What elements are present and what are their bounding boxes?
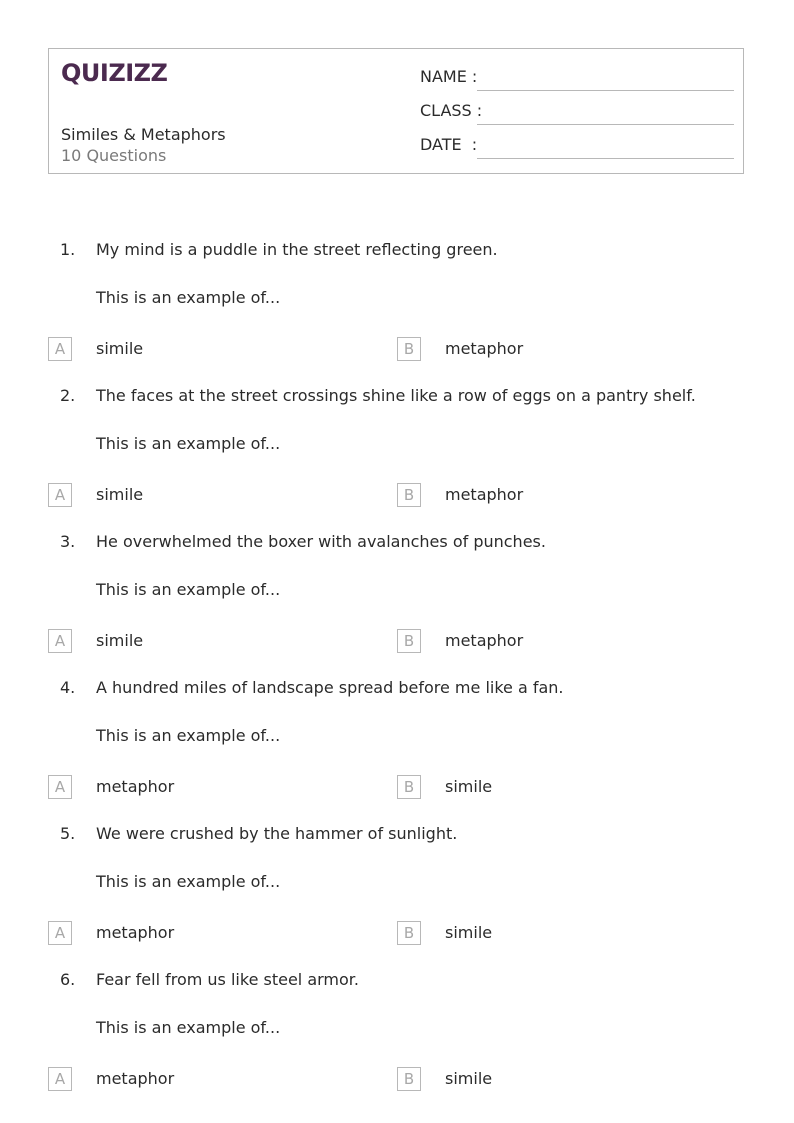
date-label: DATE : [420, 135, 478, 154]
question-3 [0, 520, 794, 666]
question-text: My mind is a puddle in the street reflecting green. [96, 240, 498, 259]
name-line [477, 90, 734, 91]
question-count: 10 Questions [61, 146, 167, 165]
class-line [477, 124, 734, 125]
option-a-box[interactable]: A [48, 921, 72, 945]
option-b-text: simile [445, 1069, 493, 1088]
date-line [477, 158, 734, 159]
option-a-text: simile [96, 339, 144, 358]
option-b-text: simile [445, 923, 493, 942]
worksheet-title: Similes & Metaphors [61, 125, 226, 144]
option-a-text: metaphor [96, 1069, 175, 1088]
option-b-box[interactable]: B [397, 1067, 421, 1091]
worksheet-header [48, 48, 744, 174]
class-label: CLASS : [420, 101, 483, 120]
question-prompt: This is an example of... [96, 726, 281, 745]
question-1 [0, 228, 794, 374]
question-number: 3. [60, 532, 76, 551]
question-prompt: This is an example of... [96, 288, 281, 307]
quizizz-logo: QUIZIZZ [61, 59, 168, 87]
option-b-box[interactable]: B [397, 337, 421, 361]
question-number: 2. [60, 386, 76, 405]
question-2 [0, 374, 794, 520]
question-number: 4. [60, 678, 76, 697]
question-text: A hundred miles of landscape spread before me like a fan. [96, 678, 564, 697]
question-text: We were crushed by the hammer of sunlight. [96, 824, 458, 843]
option-b-text: simile [445, 777, 493, 796]
option-b-text: metaphor [445, 631, 524, 650]
question-5 [0, 812, 794, 958]
option-a-box[interactable]: A [48, 775, 72, 799]
class-field [420, 99, 734, 125]
date-field [420, 133, 734, 159]
question-text: Fear fell from us like steel armor. [96, 970, 359, 989]
option-a-box[interactable]: A [48, 629, 72, 653]
name-field [420, 65, 734, 91]
question-prompt: This is an example of... [96, 434, 281, 453]
option-b-text: metaphor [445, 339, 524, 358]
option-b-box[interactable]: B [397, 921, 421, 945]
option-b-text: metaphor [445, 485, 524, 504]
question-prompt: This is an example of... [96, 872, 281, 891]
option-b-box[interactable]: B [397, 629, 421, 653]
question-number: 5. [60, 824, 76, 843]
option-b-box[interactable]: B [397, 483, 421, 507]
question-prompt: This is an example of... [96, 580, 281, 599]
option-a-text: simile [96, 631, 144, 650]
option-a-box[interactable]: A [48, 337, 72, 361]
question-number: 6. [60, 970, 76, 989]
question-text: The faces at the street crossings shine like a row of eggs on a pantry shelf. [96, 386, 696, 405]
option-a-box[interactable]: A [48, 483, 72, 507]
option-a-text: metaphor [96, 777, 175, 796]
option-a-text: simile [96, 485, 144, 504]
question-text: He overwhelmed the boxer with avalanches of punches. [96, 532, 546, 551]
name-label: NAME : [420, 67, 478, 86]
question-4 [0, 666, 794, 812]
question-6 [0, 958, 794, 1104]
option-b-box[interactable]: B [397, 775, 421, 799]
question-list [0, 228, 794, 1104]
option-a-box[interactable]: A [48, 1067, 72, 1091]
question-prompt: This is an example of... [96, 1018, 281, 1037]
question-number: 1. [60, 240, 76, 259]
option-a-text: metaphor [96, 923, 175, 942]
